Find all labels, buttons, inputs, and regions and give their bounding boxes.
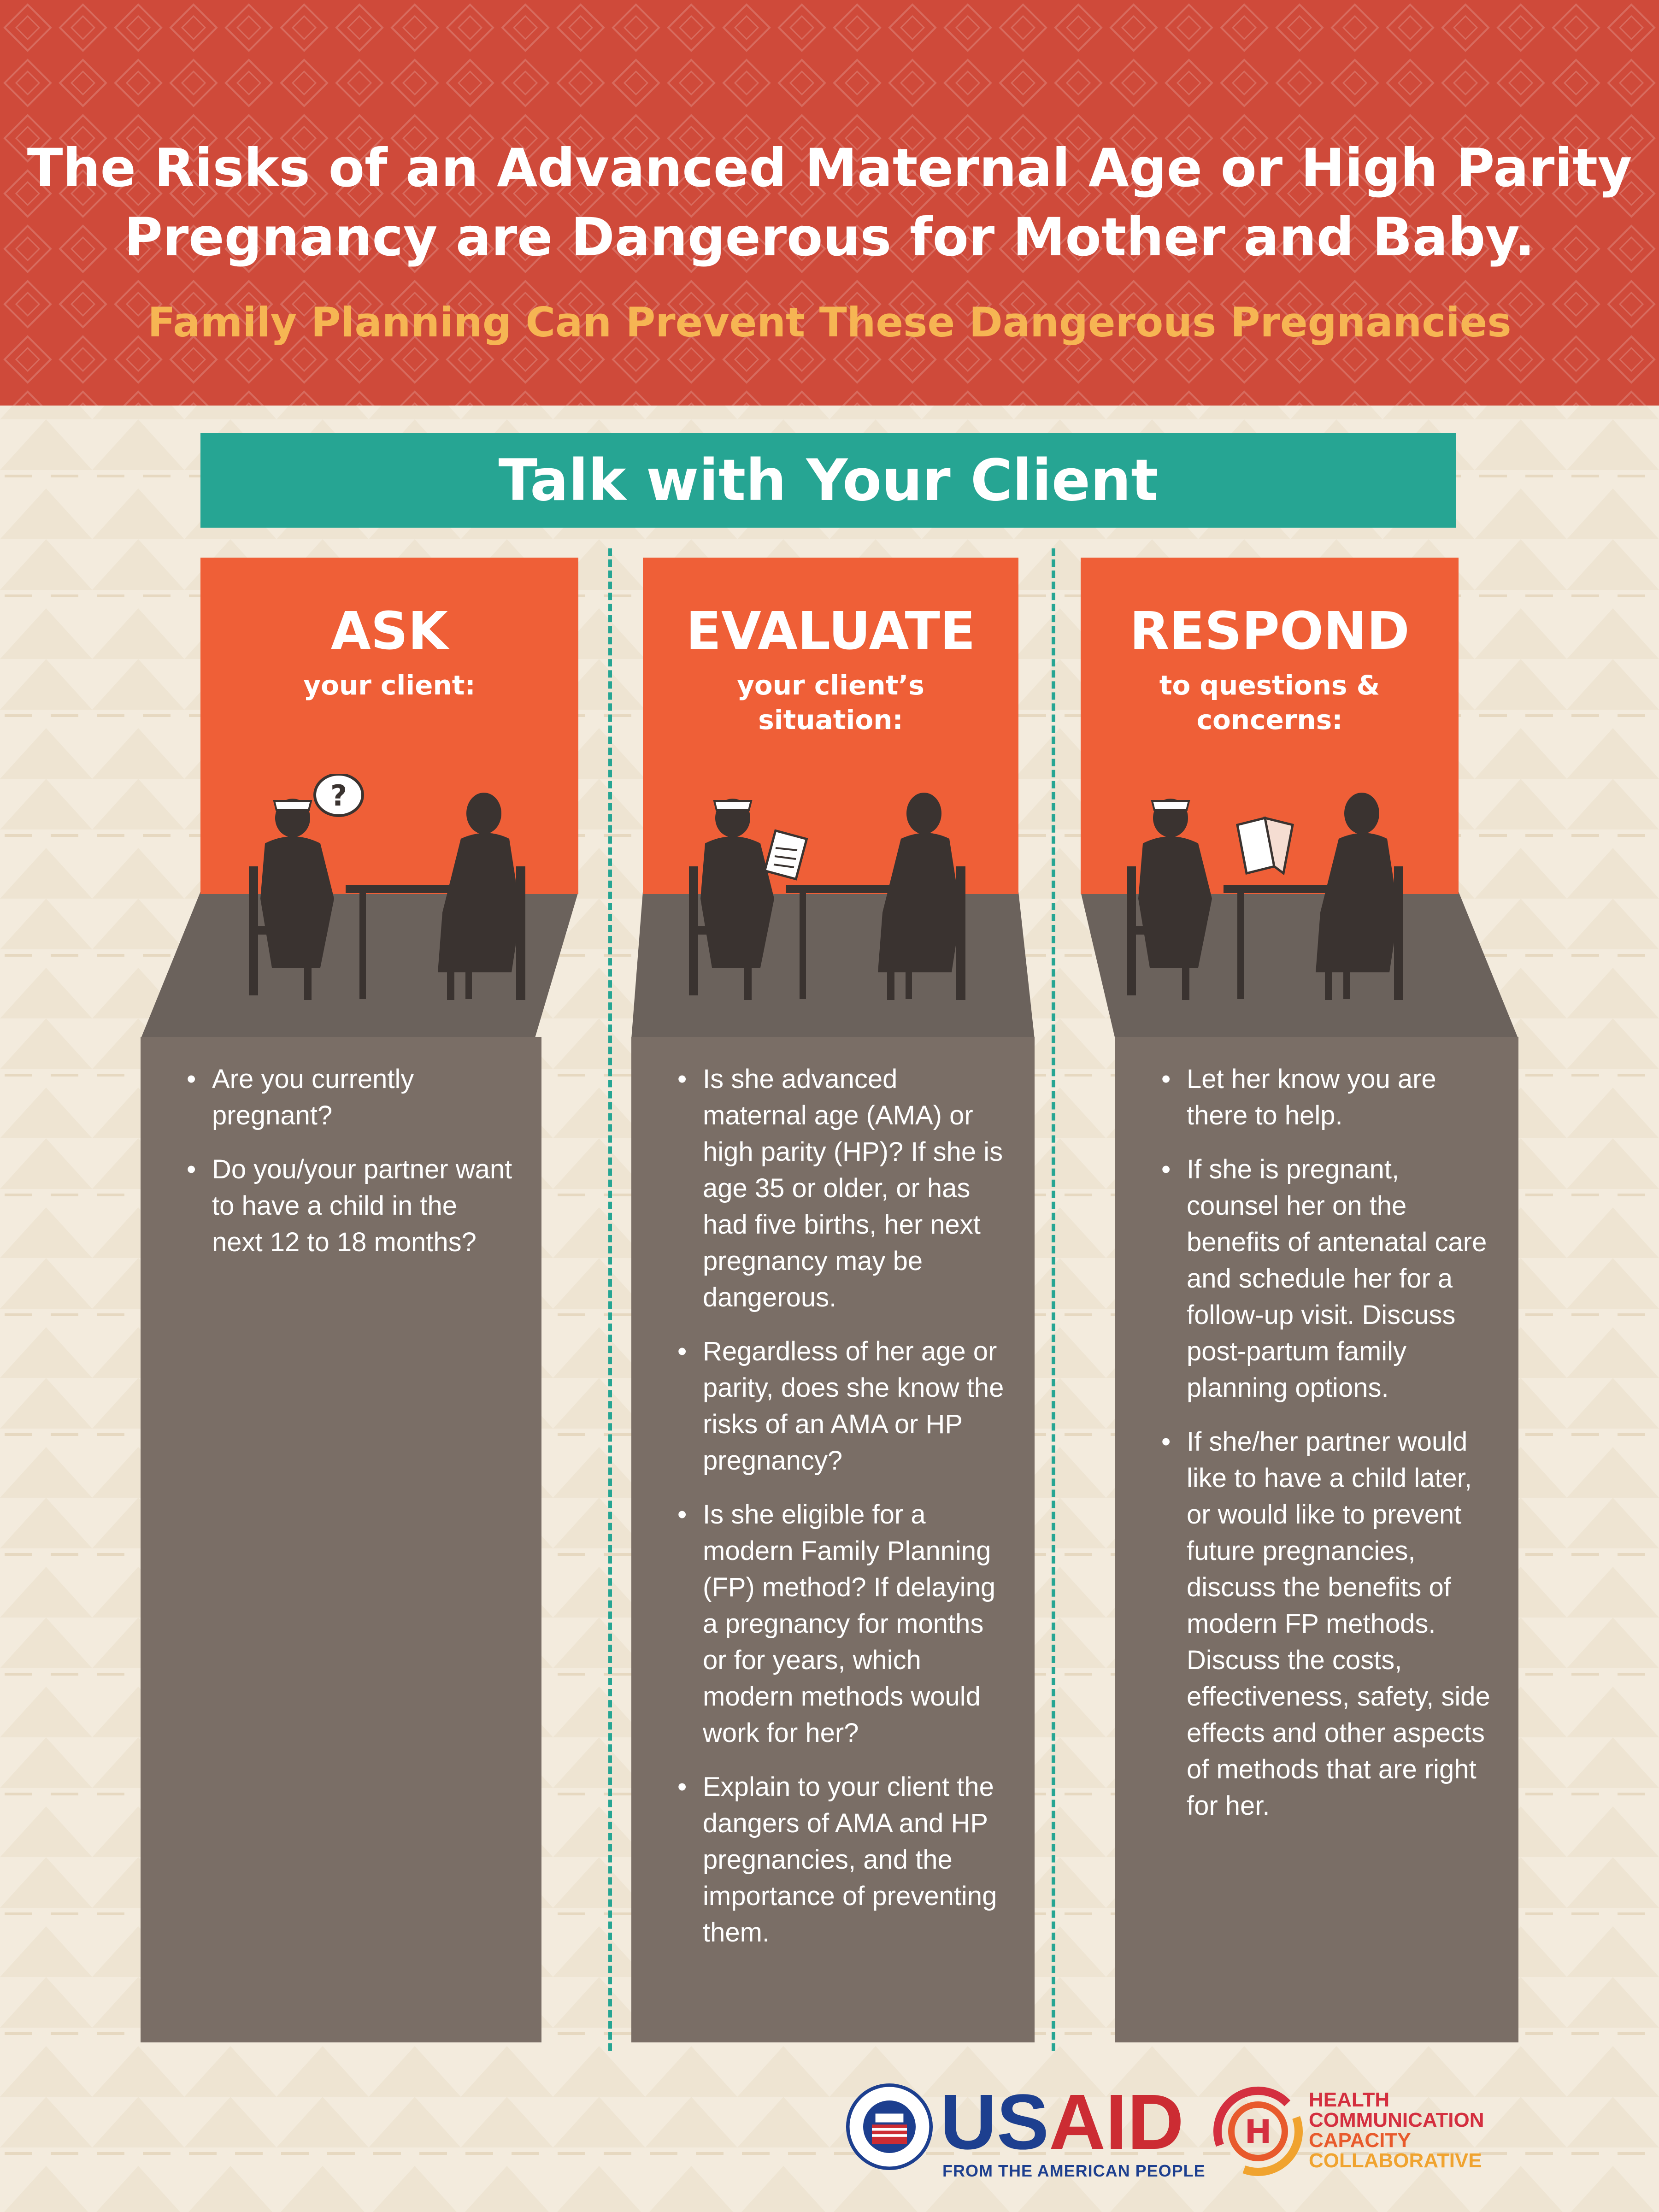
hc3-line2: COMMUNICATION [1309,2109,1484,2131]
ask-content-panel [141,1037,541,2042]
hc3-line3: CAPACITY [1309,2129,1411,2152]
nurse-booklet-icon [1099,774,1468,1014]
column-divider-right [1052,548,1055,2051]
page-subtitle: Family Planning Can Prevent These Dangerous Pregnancies [147,299,1512,346]
ask-subtitle-line1: your client: [303,670,476,701]
respond-subtitle-line2: concerns: [1196,704,1343,735]
list-item: • Is she advanced maternal age (AMA) or high parity (HP)? If she is age 35 or older, or has had five births, her next pregnancy may be dangerous. [677,1061,1007,1316]
evaluate-content-panel [631,1037,1035,2042]
list-item: • If she is pregnant, counsel her on the benefits of antenatal care and schedule her for a follow-up visit. Discuss post-partum family planning options. [1161,1151,1491,1406]
nurse-question-bubble-icon [221,774,590,1014]
list-item: • Regardless of her age or parity, does she know the risks of an AMA or HP pregnancy? [677,1333,1007,1479]
ask-bullet-list [187,1061,514,1278]
svg-text:?: ? [330,779,347,812]
ask-subtitle [200,668,578,703]
page-title-line2: Pregnancy are Dangerous for Mother and Baby. [124,206,1535,268]
evaluate-subtitle [643,668,1018,737]
usaid-tagline: FROM THE AMERICAN PEOPLE [942,2161,1206,2180]
list-item: • Is she eligible for a modern Family Planning (FP) method? If delaying a pregnancy for months or for years, which modern methods would work for her? [677,1496,1007,1751]
usaid-aid: AID [1049,2078,1184,2166]
ask-title: ASK [330,601,448,661]
nurse-clipboard-icon [661,774,1030,1014]
page-title-line1: The Risks of an Advanced Maternal Age or High Parity [27,137,1632,199]
usaid-us: US [940,2078,1049,2166]
evaluate-title: EVALUATE [686,601,976,661]
respond-subtitle [1081,668,1459,737]
svg-text:H: H [1244,2113,1272,2151]
list-item: • Do you/your partner want to have a child in the next 12 to 18 months? [187,1151,514,1260]
list-item: • Let her know you are there to help. [1161,1061,1491,1134]
hc3-logo [1212,2085,1304,2177]
usaid-wordmark [940,2078,1184,2166]
talk-banner-label: Talk with Your Client [498,447,1159,514]
list-item: • Are you currently pregnant? [187,1061,514,1134]
list-item: • If she/her partner would like to have a child later, or would like to prevent future pregnancies, discuss the benefits of modern FP methods. Discuss the costs, effectiveness, safety, side effects and other aspects of methods that are right for her. [1161,1424,1491,1824]
hc3-line4: COLLABORATIVE [1309,2149,1482,2172]
respond-subtitle-line1: to questions & [1159,670,1380,701]
hc3-line1: HEALTH [1309,2088,1390,2111]
header-banner [0,0,1659,406]
talk-with-client-banner [200,433,1456,528]
evaluate-subtitle-line1: your client’s [737,670,924,701]
column-divider-left [608,548,612,2051]
respond-content-panel [1115,1037,1518,2042]
hc3-wordmark [1309,2090,1484,2171]
evaluate-subtitle-line2: situation: [758,704,903,735]
respond-bullet-list [1161,1061,1491,1841]
list-item: • Explain to your client the dangers of AMA and HP pregnancies, and the importance of preventing them. [677,1769,1007,1951]
usaid-seal-logo [846,2083,933,2171]
evaluate-bullet-list [677,1061,1007,1968]
respond-title: RESPOND [1130,601,1410,661]
